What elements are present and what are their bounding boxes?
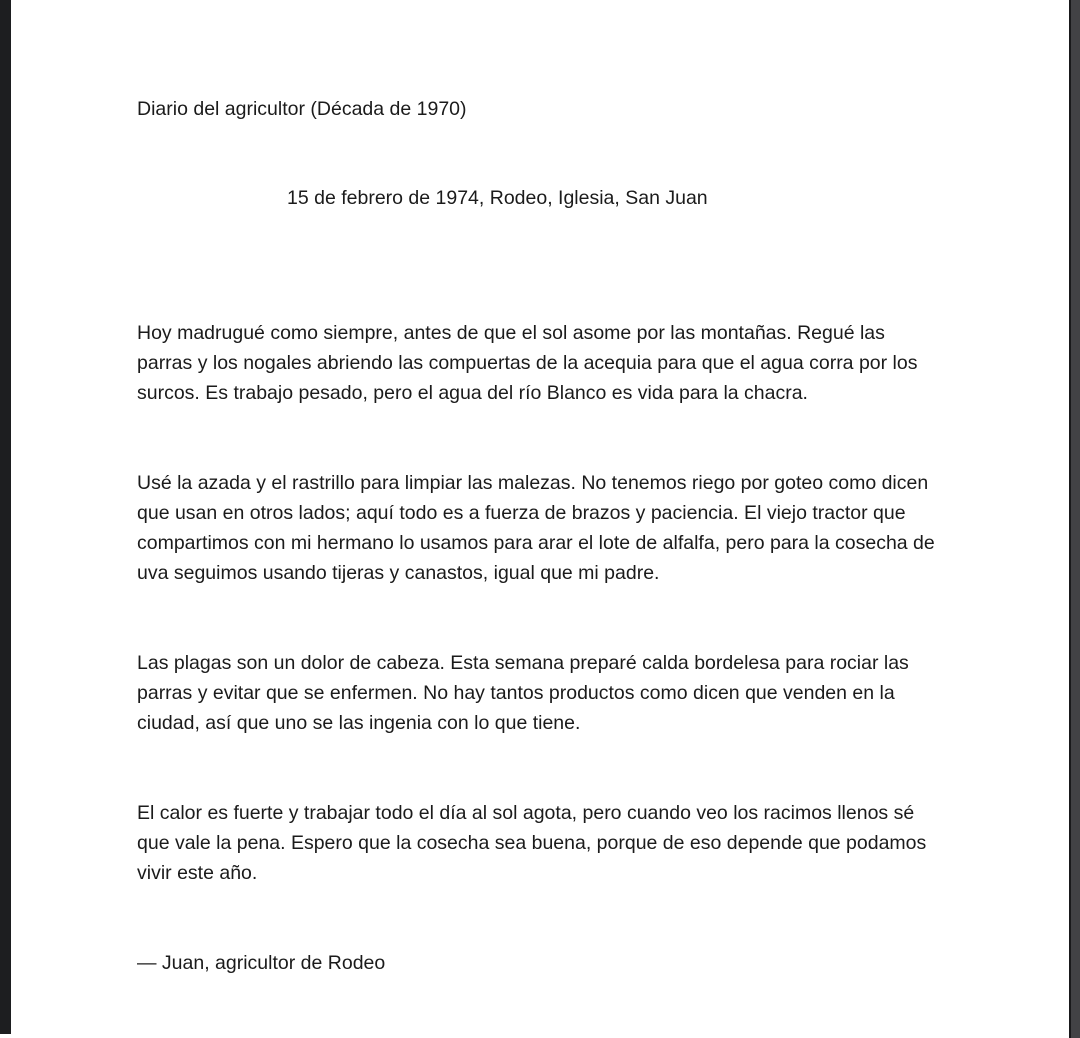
document-paragraph: Las plagas son un dolor de cabeza. Esta semana preparé calda bordelesa para rociar las parras y evitar que se enfermen. No hay tantos productos como dicen que venden en la ciudad, así que uno se las ingenia con lo que tiene. bbox=[137, 652, 909, 734]
document-paragraph: Hoy madrugué como siempre, antes de que el sol asome por las montañas. Regué las parras y los nogales abriendo las compuertas de la acequia para que el agua corra por los surcos. Es trabajo pesado, pero el agua del río Blanco es vida para la chacra. bbox=[137, 322, 918, 404]
document-paragraph: Usé la azada y el rastrillo para limpiar las malezas. No tenemos riego por goteo como dicen que usan en otros lados; aquí todo es a fuerza de brazos y paciencia. El viejo tractor que compartimos con mi hermano lo usamos para arar el lote de alfalfa, pero para la cosecha de uva seguimos usando tijeras y canastos, igual que mi padre. bbox=[137, 472, 935, 584]
document-page bbox=[137, 0, 937, 978]
document-paragraph: El calor es fuerte y trabajar todo el día al sol agota, pero cuando veo los racimos llenos sé que vale la pena. Espero que la cosecha sea buena, porque de eso depende que podamos vivir este año. bbox=[137, 802, 927, 884]
document-signature: — Juan, agricultor de Rodeo bbox=[137, 952, 386, 974]
left-screen-edge bbox=[0, 0, 11, 1034]
right-screen-edge bbox=[1069, 0, 1080, 1038]
document-dateline: 15 de febrero de 1974, Rodeo, Iglesia, San Juan bbox=[287, 187, 708, 209]
document-title: Diario del agricultor (Década de 1970) bbox=[137, 98, 467, 120]
